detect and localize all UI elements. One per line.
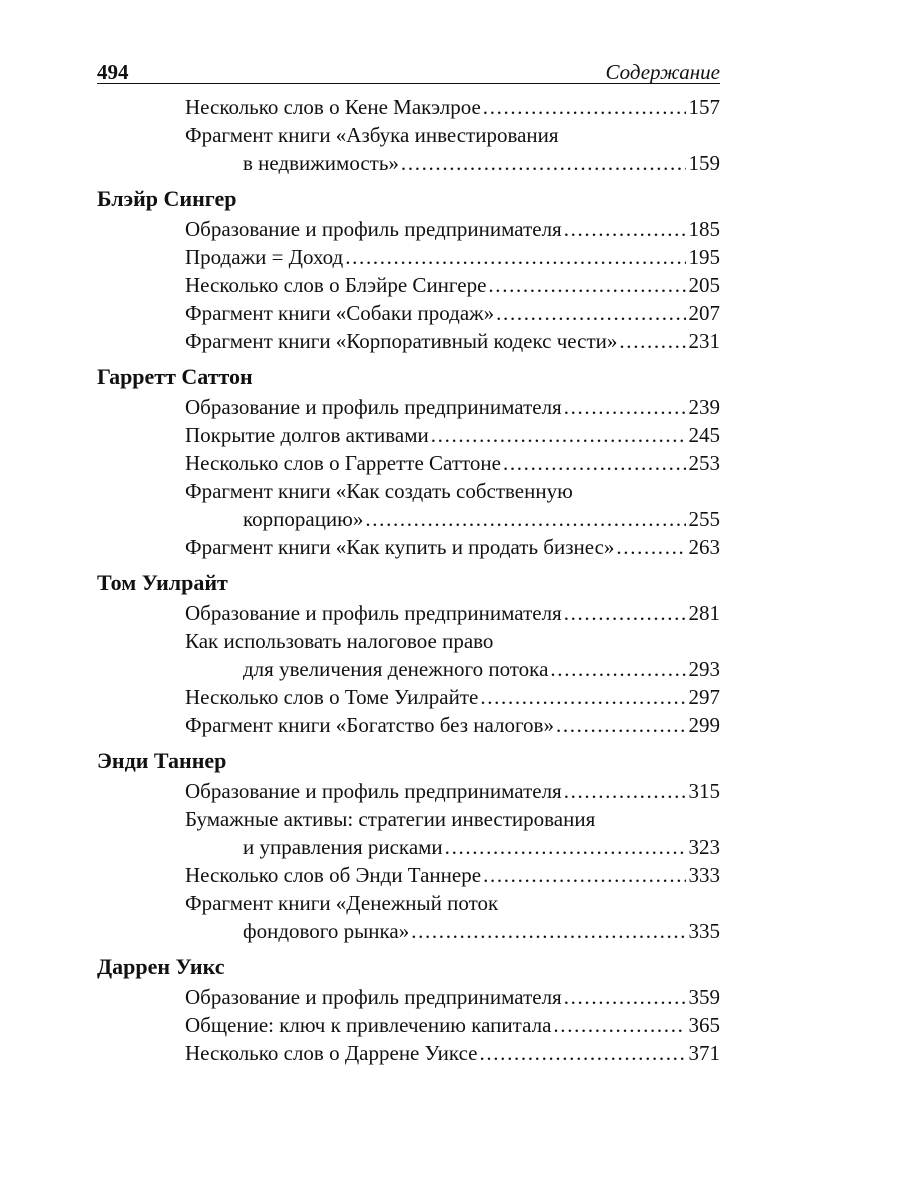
entry-title: Несколько слов о Томе Уилрайте [185, 685, 479, 709]
entry-page-number: 159 [688, 151, 720, 175]
toc-section [97, 569, 720, 739]
entry-title: Покрытие долгов активами [185, 423, 429, 447]
dot-leader [564, 215, 686, 243]
dot-leader [616, 533, 685, 561]
entry-title: Фрагмент книги «Денежный поток [185, 891, 499, 915]
entry-line [97, 1039, 720, 1067]
author-heading: Даррен Уикс [97, 954, 225, 979]
dot-leader [553, 1011, 685, 1039]
entry-page-number: 333 [688, 863, 720, 887]
entry-line [97, 983, 720, 1011]
entry-line [97, 393, 720, 421]
dot-leader [431, 421, 686, 449]
toc-entry[interactable] [97, 711, 720, 739]
dot-leader [503, 449, 686, 477]
entry-page-number: 293 [688, 657, 720, 681]
entry-title: Несколько слов о Даррене Уиксе [185, 1041, 478, 1065]
entry-page-number: 245 [688, 423, 720, 447]
header-rule [97, 83, 720, 84]
dot-leader [619, 327, 685, 355]
entry-line [97, 533, 720, 561]
toc-entry[interactable] [97, 805, 720, 861]
entry-page-number: 185 [688, 217, 720, 241]
entry-page-number: 365 [688, 1013, 720, 1037]
entry-title: Образование и профиль предпринимателя [185, 395, 562, 419]
entry-line [97, 421, 720, 449]
entry-page-number: 263 [688, 535, 720, 559]
entry-line [97, 477, 720, 505]
entry-page-number: 371 [688, 1041, 720, 1065]
dot-leader [480, 683, 685, 711]
toc-entry[interactable] [97, 533, 720, 561]
entry-title: Бумажные активы: стратегии инвестирования [185, 807, 596, 831]
toc-entry[interactable] [97, 1039, 720, 1067]
dot-leader [550, 655, 685, 683]
author-heading: Гарретт Саттон [97, 364, 253, 389]
entry-page-number: 205 [688, 273, 720, 297]
entry-title: Образование и профиль предпринимателя [185, 601, 562, 625]
entry-title: Образование и профиль предпринимателя [185, 217, 562, 241]
dot-leader [483, 861, 685, 889]
toc-entry[interactable] [97, 449, 720, 477]
entry-line [97, 833, 720, 861]
dot-leader [564, 983, 686, 1011]
entry-line [97, 271, 720, 299]
entry-line [97, 1011, 720, 1039]
toc-entry[interactable] [97, 777, 720, 805]
entry-page-number: 207 [688, 301, 720, 325]
toc-entry[interactable] [97, 215, 720, 243]
entry-page-number: 299 [688, 713, 720, 737]
toc-entry[interactable] [97, 599, 720, 627]
entry-page-number: 323 [688, 835, 720, 859]
entry-line [97, 505, 720, 533]
dot-leader [564, 393, 686, 421]
toc-entry[interactable] [97, 93, 720, 121]
entry-line [97, 243, 720, 271]
toc-entry[interactable] [97, 627, 720, 683]
entry-title: Образование и профиль предпринимателя [185, 985, 562, 1009]
entry-title: Фрагмент книги «Богатство без налогов» [185, 713, 554, 737]
dot-leader [564, 599, 686, 627]
running-title: Содержание [605, 60, 720, 84]
toc-section [97, 747, 720, 945]
entry-title: Фрагмент книги «Азбука инвестирования [185, 123, 559, 147]
entry-line [97, 215, 720, 243]
toc-section [97, 363, 720, 561]
dot-leader [564, 777, 686, 805]
dot-leader [479, 1039, 685, 1067]
entry-line [97, 121, 720, 149]
entry-title: Как использовать налоговое право [185, 629, 494, 653]
entry-page-number: 231 [688, 329, 720, 353]
entry-line [97, 861, 720, 889]
entry-title: Фрагмент книги «Как создать собственную [185, 479, 573, 503]
entry-title: Фрагмент книги «Собаки продаж» [185, 301, 495, 325]
dot-leader [411, 917, 685, 945]
entry-page-number: 239 [688, 395, 720, 419]
toc-entry[interactable] [97, 421, 720, 449]
entry-page-number: 195 [688, 245, 720, 269]
entry-page-number: 253 [688, 451, 720, 475]
entry-line [97, 777, 720, 805]
dot-leader [556, 711, 686, 739]
table-of-contents [97, 93, 720, 1067]
entry-page-number: 281 [688, 601, 720, 625]
toc-entry[interactable] [97, 889, 720, 945]
entry-title: Продажи = Доход [185, 245, 344, 269]
entry-page-number: 359 [688, 985, 720, 1009]
entry-title: в недвижимость» [243, 151, 399, 175]
entry-line [97, 93, 720, 121]
entry-title: для увеличения денежного потока [243, 657, 549, 681]
toc-entry[interactable] [97, 683, 720, 711]
toc-section [97, 953, 720, 1067]
dot-leader [445, 833, 686, 861]
entry-page-number: 315 [688, 779, 720, 803]
entry-title: Фрагмент книги «Как купить и продать бизнес» [185, 535, 615, 559]
entry-title: и управления рисками [243, 835, 443, 859]
toc-entry[interactable] [97, 983, 720, 1011]
entry-page-number: 297 [688, 685, 720, 709]
author-heading: Энди Таннер [97, 748, 227, 773]
toc-entry[interactable] [97, 861, 720, 889]
dot-leader [345, 243, 685, 271]
dot-leader [401, 149, 686, 177]
entry-title: Общение: ключ к привлечению капитала [185, 1013, 552, 1037]
toc-entry[interactable] [97, 327, 720, 355]
entry-page-number: 157 [688, 95, 720, 119]
page-number: 494 [97, 60, 129, 84]
entry-title: Несколько слов о Гарретте Саттоне [185, 451, 501, 475]
entry-line [97, 599, 720, 627]
entry-line [97, 683, 720, 711]
entry-title: корпорацию» [243, 507, 364, 531]
entry-line [97, 655, 720, 683]
author-heading: Блэйр Сингер [97, 186, 237, 211]
entry-page-number: 255 [688, 507, 720, 531]
entry-line [97, 299, 720, 327]
toc-section [97, 185, 720, 355]
entry-line [97, 805, 720, 833]
toc-section [97, 93, 720, 177]
toc-entry[interactable] [97, 1011, 720, 1039]
dot-leader [496, 299, 685, 327]
toc-entry[interactable] [97, 299, 720, 327]
entry-line [97, 449, 720, 477]
entry-title: Несколько слов о Кене Макэлрое [185, 95, 481, 119]
entry-line [97, 149, 720, 177]
entry-line [97, 917, 720, 945]
entry-line [97, 889, 720, 917]
toc-entry[interactable] [97, 243, 720, 271]
dot-leader [488, 271, 685, 299]
toc-entry[interactable] [97, 271, 720, 299]
dot-leader [365, 505, 685, 533]
entry-title: Фрагмент книги «Корпоративный кодекс чести» [185, 329, 618, 353]
entry-title: Образование и профиль предпринимателя [185, 779, 562, 803]
entry-page-number: 335 [688, 919, 720, 943]
entry-line [97, 711, 720, 739]
entry-title: фондового рынка» [243, 919, 410, 943]
entry-title: Несколько слов об Энди Таннере [185, 863, 482, 887]
dot-leader [483, 93, 686, 121]
entry-line [97, 627, 720, 655]
running-head [97, 58, 720, 84]
entry-title: Несколько слов о Блэйре Сингере [185, 273, 487, 297]
entry-line [97, 327, 720, 355]
toc-entry[interactable] [97, 121, 720, 177]
author-heading: Том Уилрайт [97, 570, 228, 595]
toc-entry[interactable] [97, 393, 720, 421]
toc-entry[interactable] [97, 477, 720, 533]
